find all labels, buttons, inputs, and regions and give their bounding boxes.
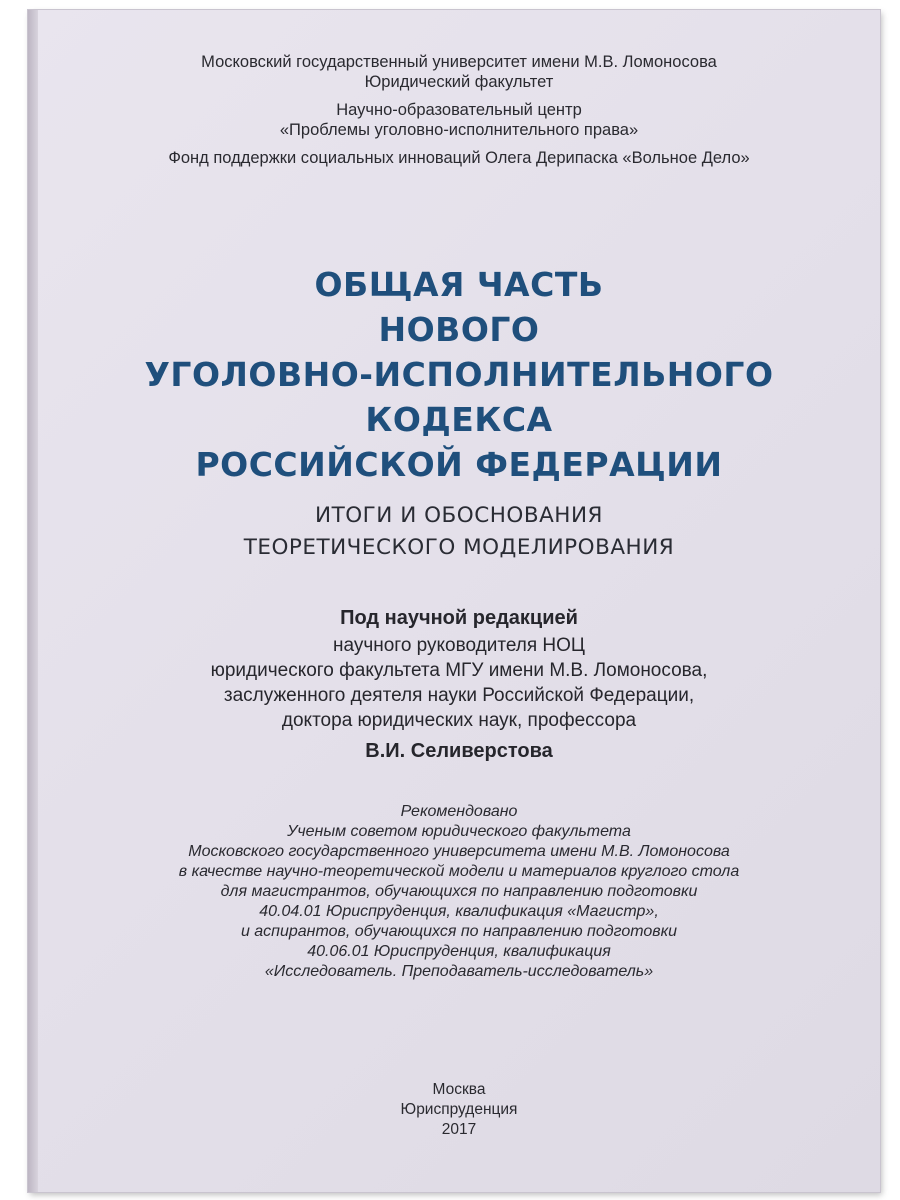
imprint-block xyxy=(38,1080,880,1140)
center-name-line1: Научно-образовательный центр xyxy=(336,101,582,119)
imprint-city: Москва xyxy=(432,1081,486,1098)
recommendation-line: Рекомендовано xyxy=(400,803,518,820)
title-line: УГОЛОВНО-ИСПОЛНИТЕЛЬНОГО xyxy=(144,355,774,394)
editor-block xyxy=(38,606,880,764)
recommendation-line: в качестве научно-теоретической модели и материалов круглого стола xyxy=(178,863,740,880)
subtitle-line: ТЕОРЕТИЧЕСКОГО МОДЕЛИРОВАНИЯ xyxy=(243,535,675,560)
organizations-block xyxy=(38,52,880,168)
recommendation-line: Московского государственного университета имени М.В. Ломоносова xyxy=(188,843,730,860)
imprint-publisher: Юриспруденция xyxy=(400,1101,518,1118)
recommendation-block xyxy=(38,802,880,982)
book-cover xyxy=(28,10,880,1192)
editor-heading: Под научной редакцией xyxy=(340,607,578,629)
editor-credential: юридического факультета МГУ имени М.В. Ломоносова, xyxy=(210,660,708,681)
title-line: НОВОГО xyxy=(378,310,540,349)
cover-spine-edge xyxy=(28,10,38,1192)
book-title xyxy=(38,262,880,487)
recommendation-line: «Исследователь. Преподаватель-исследователь» xyxy=(264,963,654,980)
imprint-year: 2017 xyxy=(441,1121,477,1138)
editor-credential: доктора юридических наук, профессора xyxy=(281,710,637,731)
center-name-line2: «Проблемы уголовно-исполнительного права» xyxy=(279,121,639,139)
cover-content xyxy=(38,10,880,1192)
editor-credential: научного руководителя НОЦ xyxy=(333,635,585,656)
editor-name: В.И. Селиверстова xyxy=(365,740,553,762)
recommendation-line: Ученым советом юридического факультета xyxy=(287,823,631,840)
university-name: Московский государственный университет имени М.В. Ломоносова xyxy=(201,53,717,71)
title-line: ОБЩАЯ ЧАСТЬ xyxy=(314,265,604,304)
recommendation-line: для магистрантов, обучающихся по направлению подготовки xyxy=(220,883,698,900)
fund-name: Фонд поддержки социальных инноваций Олега Дерипаска «Вольное Дело» xyxy=(168,149,750,167)
faculty-name: Юридический факультет xyxy=(364,73,554,91)
book-subtitle xyxy=(38,500,880,564)
title-line: РОССИЙСКОЙ ФЕДЕРАЦИИ xyxy=(195,445,723,484)
recommendation-line: 40.04.01 Юриспруденция, квалификация «Магистр», xyxy=(259,903,659,920)
recommendation-line: 40.06.01 Юриспруденция, квалификация xyxy=(307,943,611,960)
title-line: КОДЕКСА xyxy=(365,400,553,439)
subtitle-line: ИТОГИ И ОБОСНОВАНИЯ xyxy=(315,503,603,528)
recommendation-line: и аспирантов, обучающихся по направлению подготовки xyxy=(240,923,678,940)
editor-credential: заслуженного деятеля науки Российской Федерации, xyxy=(223,685,695,706)
